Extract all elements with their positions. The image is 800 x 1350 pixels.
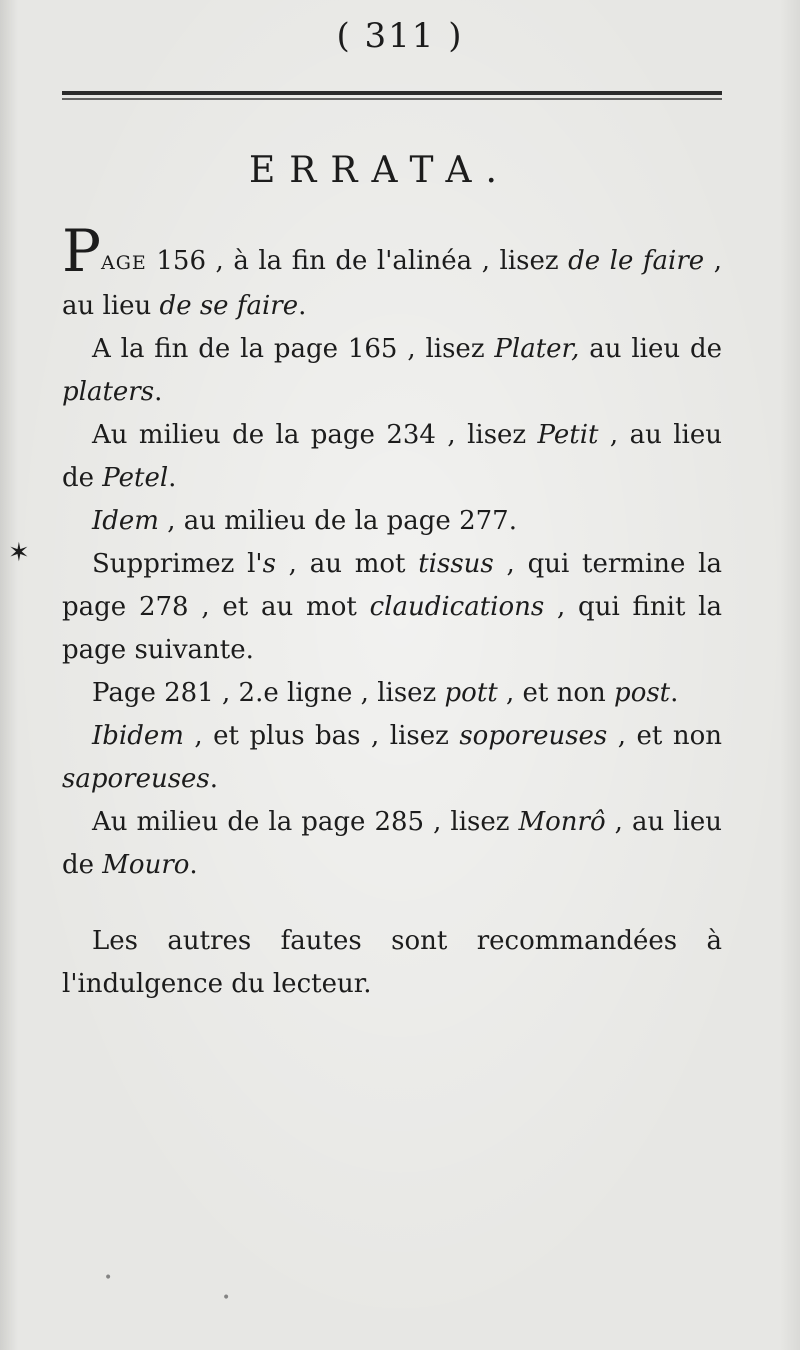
margin-mark-icon: ✶ bbox=[8, 538, 30, 568]
errata-body bbox=[62, 217, 723, 1006]
small-caps-text: AGE bbox=[101, 252, 147, 274]
entry-text: , qui finit la page suivante. bbox=[62, 592, 722, 665]
entry-italic: de le faire bbox=[568, 246, 705, 276]
entry-text: , qui termine la page 278 , et au mot bbox=[62, 549, 722, 622]
errata-entry bbox=[62, 500, 722, 543]
entry-italic: pott bbox=[444, 678, 498, 708]
entry-italic: Plater, bbox=[494, 334, 580, 364]
entry-italic: Idem bbox=[92, 506, 159, 536]
errata-heading: ERRATA. bbox=[248, 150, 511, 191]
entry-text: 156 , à la fin de l'alinéa , lisez bbox=[146, 246, 569, 276]
entry-italic: de se faire bbox=[159, 291, 299, 321]
entry-text: , au milieu de la page 277. bbox=[158, 506, 517, 536]
entry-text: . bbox=[189, 850, 198, 880]
entry-text: Au milieu de la page 234 , lisez bbox=[92, 420, 538, 450]
rule-thick-line bbox=[62, 91, 722, 95]
entry-text: . bbox=[670, 678, 679, 708]
entry-text: Au milieu de la page 285 , lisez bbox=[92, 807, 519, 837]
entry-italic: saporeuses bbox=[62, 764, 210, 794]
entry-text: . bbox=[298, 291, 307, 321]
paper-speck-icon: • bbox=[222, 1290, 231, 1306]
entry-italic: Mouro bbox=[102, 850, 190, 880]
rule-thin-line bbox=[62, 98, 722, 100]
entry-text: . bbox=[168, 463, 177, 493]
entry-text: , et plus bas , lisez bbox=[183, 721, 460, 751]
entry-text: Page 281 , 2.e ligne , lisez bbox=[92, 678, 445, 708]
entry-text: , au lieu de bbox=[62, 420, 722, 493]
entry-text: . bbox=[154, 377, 163, 407]
errata-entry bbox=[62, 217, 722, 328]
entry-italic: tissus bbox=[418, 549, 494, 579]
entry-text: , et non bbox=[497, 678, 615, 708]
entry-text: . bbox=[209, 764, 219, 794]
entry-text: , au mot bbox=[275, 549, 419, 579]
entry-italic: s bbox=[262, 549, 276, 579]
entry-italic: Petel bbox=[102, 463, 169, 493]
header-rule bbox=[62, 88, 722, 104]
paper-speck-icon: • bbox=[104, 1270, 113, 1286]
entry-italic: platers bbox=[62, 377, 155, 407]
errata-entry bbox=[62, 328, 722, 414]
entry-italic: Monrô bbox=[518, 807, 606, 837]
entry-text: , au lieu bbox=[62, 246, 722, 321]
entry-text: A la fin de la page 165 , lisez bbox=[92, 334, 495, 364]
page-number: ( 311 ) bbox=[336, 16, 464, 56]
errata-entry bbox=[62, 414, 722, 500]
entry-italic: Ibidem bbox=[92, 721, 184, 751]
drop-cap: P bbox=[62, 217, 102, 285]
errata-entry bbox=[62, 801, 722, 887]
closing-note: Les autres fautes sont recommandées à l'indulgence du lecteur. bbox=[62, 926, 722, 999]
entry-italic: claudications bbox=[369, 592, 545, 622]
entry-text: , et non bbox=[607, 721, 723, 751]
entry-text: Supprimez l' bbox=[92, 549, 263, 579]
entry-italic: post bbox=[614, 678, 671, 708]
entry-text: au lieu de bbox=[579, 334, 722, 364]
entry-italic: Petit bbox=[537, 420, 599, 450]
errata-entry bbox=[62, 715, 722, 801]
errata-entry bbox=[62, 672, 722, 715]
errata-entry bbox=[62, 543, 722, 672]
entry-text: , au lieu de bbox=[62, 807, 723, 880]
entry-italic: soporeuses bbox=[459, 721, 608, 751]
